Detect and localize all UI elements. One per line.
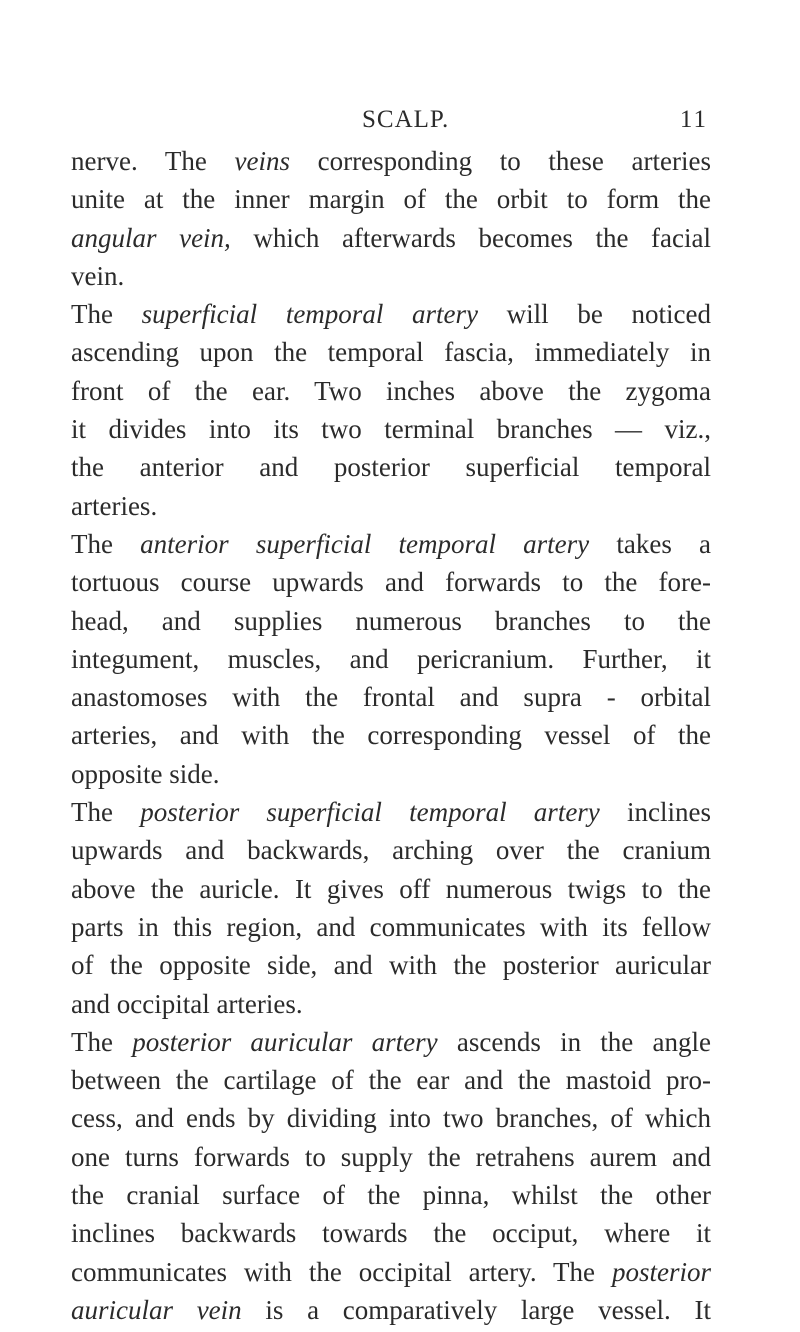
text-fragment: head, and supplies numerous branches to the — [71, 605, 711, 636]
text-line — [71, 1138, 711, 1176]
text-fragment: front of the ear. Two inches above the zygoma — [71, 375, 711, 406]
text-line — [71, 1176, 711, 1214]
text-line — [71, 1291, 711, 1329]
text-fragment: arteries. — [71, 490, 158, 521]
text-line — [71, 1099, 711, 1137]
text-fragment: it divides into its two terminal branches — viz., — [71, 414, 711, 445]
text-line — [71, 563, 711, 601]
text-line — [71, 985, 711, 1023]
text-fragment: which afterwards becomes the facial — [230, 222, 711, 253]
text-fragment: inclines backwards towards the occiput, where it — [71, 1218, 711, 1249]
text-fragment: ascending upon the temporal fascia, immediately in — [71, 337, 711, 368]
text-fragment: The — [71, 1026, 133, 1057]
text-line — [71, 525, 711, 563]
text-fragment: parts in this region, and communicates with its fellow — [71, 911, 711, 942]
text-line — [71, 602, 711, 640]
text-fragment: unite at the inner margin of the orbit to form the — [71, 184, 711, 215]
italic-term: posterior auricular artery — [132, 1026, 438, 1057]
text-fragment: The — [71, 299, 142, 330]
text-line — [71, 946, 711, 984]
italic-term: veins — [234, 146, 290, 176]
text-line — [71, 333, 711, 371]
text-line — [71, 180, 711, 218]
text-fragment: arteries, and with the corresponding vessel of the — [71, 720, 711, 751]
text-line — [71, 1253, 711, 1291]
text-fragment: above the auricle. It gives off numerous twigs to the — [71, 873, 711, 904]
body-text — [71, 142, 711, 1329]
text-fragment: the cranial surface of the pinna, whilst the other — [71, 1180, 711, 1211]
text-line — [71, 257, 711, 295]
italic-term: posterior superficial temporal artery — [140, 797, 600, 828]
italic-term: anterior superficial temporal artery — [140, 528, 590, 559]
text-line — [71, 1061, 711, 1099]
text-fragment: ascends in the angle — [437, 1026, 711, 1057]
text-fragment: the anterior and posterior superficial temporal — [71, 452, 711, 483]
running-head — [80, 106, 708, 136]
text-line — [71, 410, 711, 448]
text-fragment: inclines — [599, 797, 711, 828]
text-line — [71, 716, 711, 754]
text-fragment: communicates with the occipital artery. The — [71, 1256, 612, 1287]
text-line — [71, 295, 711, 333]
text-line — [71, 487, 711, 525]
text-fragment: of the opposite side, and with the posterior auricular — [71, 950, 711, 981]
text-line — [71, 640, 711, 678]
text-fragment: The — [71, 528, 141, 559]
italic-term: angular vein, — [71, 222, 231, 253]
italic-term: auricular vein — [71, 1294, 242, 1325]
text-line — [71, 1214, 711, 1252]
text-fragment: The — [71, 797, 141, 828]
text-fragment: nerve. The — [71, 146, 235, 176]
text-line — [71, 1023, 711, 1061]
text-fragment: one turns forwards to supply the retrahens aurem and — [71, 1141, 711, 1172]
italic-term: superficial temporal artery — [141, 299, 478, 330]
page-number: 11 — [679, 106, 708, 133]
text-fragment: upwards and backwards, arching over the cranium — [71, 835, 711, 866]
text-line — [71, 755, 711, 793]
text-fragment: anastomoses with the frontal and supra - orbital — [71, 682, 711, 713]
text-line — [71, 793, 711, 831]
text-line — [71, 372, 711, 410]
text-fragment: between the cartilage of the ear and the mastoid pro- — [71, 1065, 711, 1096]
text-line — [71, 448, 711, 486]
text-fragment: corresponding to these arteries — [290, 146, 711, 176]
text-fragment: takes a — [589, 528, 711, 559]
text-line — [71, 219, 711, 257]
running-title: SCALP. — [362, 106, 450, 133]
text-fragment: vein. — [71, 260, 125, 291]
text-fragment: and occipital arteries. — [71, 988, 303, 1019]
text-fragment: opposite side. — [71, 758, 220, 789]
text-fragment: cess, and ends by dividing into two branches, of which — [71, 1103, 711, 1134]
text-line — [71, 142, 711, 180]
text-fragment: integument, muscles, and pericranium. Further, it — [71, 643, 711, 674]
text-line — [71, 831, 711, 869]
text-line — [71, 908, 711, 946]
text-fragment: will be noticed — [477, 299, 711, 330]
italic-term: posterior — [611, 1256, 711, 1287]
text-line — [71, 870, 711, 908]
text-line — [71, 678, 711, 716]
text-fragment: tortuous course upwards and forwards to the fore- — [71, 567, 711, 598]
text-fragment: is a comparatively large vessel. It — [241, 1294, 711, 1325]
